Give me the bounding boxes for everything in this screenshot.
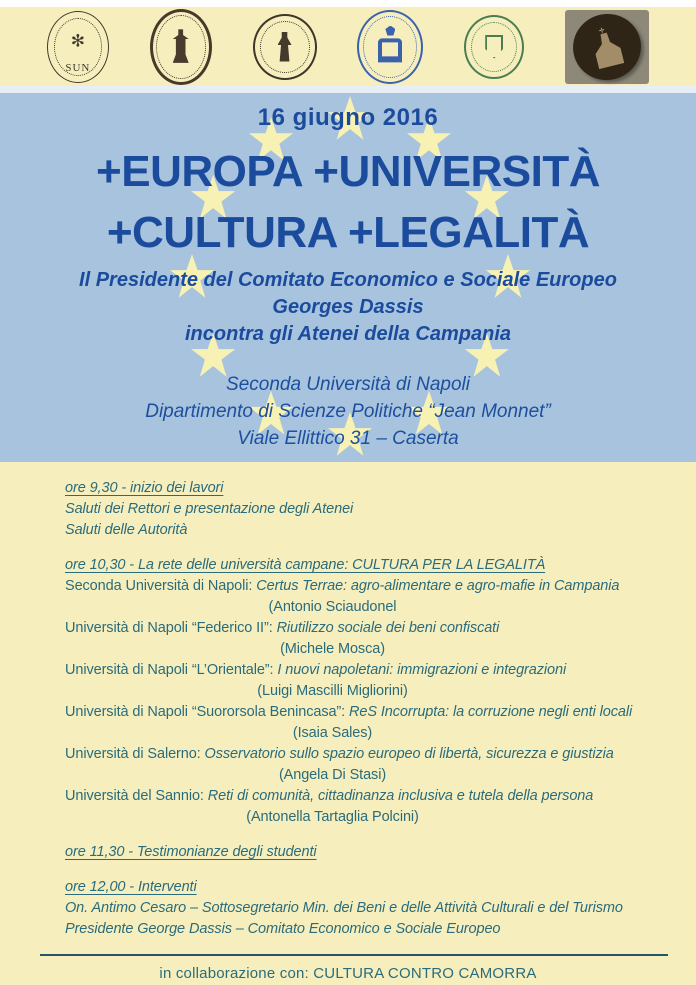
venue-line: Seconda Università di Napoli [226, 374, 470, 395]
seal-flower-glyph: ✻ [70, 31, 85, 51]
speaker-name: (Isaia Sales) [292, 725, 373, 741]
speaker-name: (Luigi Mascilli Migliorini) [257, 683, 408, 699]
talk-title: Reti di comunità, cittadinanza inclusiva e tutela della persona [207, 788, 594, 804]
university-logos-band [0, 7, 696, 86]
seal-suor-orsola-icon [357, 10, 423, 84]
collaboration-text: in collaborazione con: CULTURA CONTRO CAMORRA [159, 965, 537, 982]
program-line: On. Antimo Cesaro – Sottosegretario Min. dei Beni e delle Attività Culturali e del Turismo [65, 900, 623, 916]
talk-title: ReS Incorrupta: la corruzione negli enti locali [349, 704, 633, 720]
event-title-line2: +CULTURA +LEGALITÀ [106, 208, 590, 257]
venue-line: Dipartimento di Scienze Politiche “Jean Monnet” [145, 401, 551, 422]
talk-title: Certus Terrae: agro-alimentare e agro-mafie in Campania [256, 578, 620, 594]
event-venue [0, 371, 696, 452]
section-heading: ore 9,30 - inizio dei lavori [65, 480, 224, 496]
seal-sannio-coin-icon [565, 10, 649, 84]
subtitle-line: incontra gli Atenei della Campania [185, 323, 511, 345]
speaker-name: (Angela Di Stasi) [278, 767, 387, 783]
talk-title: Osservatorio sullo spazio europeo di libertà, sicurezza e giustizia [204, 746, 614, 762]
speaker-name: (Antonio Sciaudonel [268, 599, 397, 615]
program-line: Saluti delle Autorità [65, 522, 188, 538]
university-name: Università di Napoli “L’Orientale”: [65, 662, 278, 678]
section-heading: ore 11,30 - Testimonianze degli studenti [65, 844, 317, 860]
seal-arch [378, 38, 402, 62]
footer [0, 954, 696, 982]
program-line: Presidente George Dassis – Comitato Economico e Sociale Europeo [65, 921, 501, 937]
university-name: Seconda Università di Napoli: [65, 578, 257, 594]
seal-salerno-icon [464, 15, 524, 79]
speaker-name: (Michele Mosca) [280, 641, 385, 657]
subtitle-line: Georges Dassis [272, 296, 424, 318]
coin-bust-figure [591, 29, 624, 68]
subtitle-line: Il Presidente del Comitato Economico e Sociale Europeo [79, 269, 617, 291]
speaker-name: (Antonella Tartaglia Polcini) [246, 809, 419, 825]
seal-sun-label: SUN [65, 61, 91, 74]
section-heading: ore 10,30 - La rete delle università campane: CULTURA PER LA LEGALITÀ [65, 557, 546, 573]
entry-line [65, 618, 640, 639]
program-section [65, 555, 640, 828]
event-subtitle [0, 267, 696, 348]
coin-legend: ✛ [598, 26, 608, 35]
footer-rule [40, 954, 668, 956]
seal-sun-icon [47, 11, 109, 83]
event-banner [0, 93, 696, 462]
coin-disc [566, 6, 648, 86]
top-margin-strip [0, 0, 696, 7]
university-name: Università del Sannio: [65, 788, 208, 804]
seal-orientale-icon [253, 14, 317, 80]
talk-title: I nuovi napoletani: immigrazioni e integrazioni [277, 662, 567, 678]
university-name: Università di Napoli “Suororsola Benincasa”: [65, 704, 350, 720]
entry-line [65, 660, 640, 681]
event-date: 16 giugno 2016 [257, 104, 439, 131]
program-line: Saluti dei Rettori e presentazione degli Atenei [65, 501, 354, 517]
program-section [65, 478, 640, 541]
entry-line [65, 744, 640, 765]
program [0, 462, 696, 940]
venue-line: Viale Ellittico 31 – Caserta [237, 428, 459, 449]
band-divider [0, 86, 696, 93]
university-name: Università di Salerno: [65, 746, 205, 762]
talk-title: Riutilizzo sociale dei beni confiscati [276, 620, 500, 636]
entry-line [65, 786, 640, 807]
university-name: Università di Napoli “Federico II”: [65, 620, 277, 636]
program-section [65, 877, 640, 940]
entry-line [65, 702, 640, 723]
seal-federico-ii-icon [150, 9, 212, 85]
section-heading: ore 12,00 - Interventi [65, 879, 197, 895]
entry-line [65, 576, 640, 597]
program-section [65, 842, 640, 863]
event-title-line1: +EUROPA +UNIVERSITÀ [96, 147, 600, 196]
